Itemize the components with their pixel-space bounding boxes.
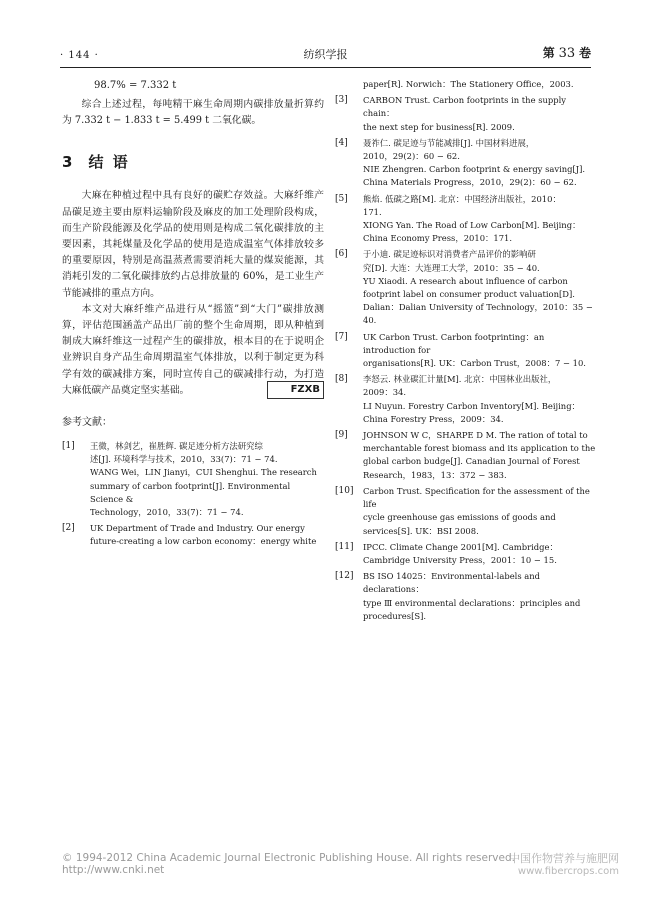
journal-name: 纺织学报 xyxy=(303,48,348,61)
reference-line: UK Department of Trade and Industry. Our energy xyxy=(90,523,305,534)
left-column xyxy=(62,78,324,552)
reference-item xyxy=(335,429,597,482)
reference-number: [4] xyxy=(335,137,348,148)
reference-line: 于小迪. 碳足迹标识对消费者产品评价的影响研 xyxy=(363,249,536,260)
copyright-line: © 1994-2012 China Academic Journal Electronic Publishing House. All rights reserved. http://www.cnki.net xyxy=(62,852,515,876)
footer xyxy=(62,852,619,876)
reference-line: XIONG Yan. The Road of Low Carbon[M]. Beijing： xyxy=(363,220,581,231)
reference-line: footprint label on consumer product valuation[D]. xyxy=(363,289,575,300)
reference-line: procedures[S]. xyxy=(363,610,427,621)
reference-line: services[S]. UK：BSI 2008. xyxy=(363,525,479,536)
reference-item xyxy=(335,94,597,134)
reference-item xyxy=(335,331,597,371)
journal-stamp: FZXB xyxy=(267,381,324,399)
page-number: · 144 · xyxy=(60,50,99,61)
reference-item xyxy=(62,440,324,519)
reference-number: [3] xyxy=(335,95,348,106)
volume-number: 33 xyxy=(558,46,576,61)
reference-line: Technology，2010，33(7)：71 − 74. xyxy=(90,507,244,518)
reference-line: 聂祚仁. 碳足迹与节能减排[J]. 中国材料进展， xyxy=(363,137,535,148)
reference-line: organisations[R]. UK：Carbon Trust，2008：7 − 10. xyxy=(363,358,586,369)
reference-item xyxy=(335,78,597,91)
reference-line: 2010，29(2)：60 − 62. xyxy=(363,151,460,162)
reference-line: type Ⅲ environmental declarations：principles and xyxy=(363,597,581,608)
reference-line: 2009：34. xyxy=(363,387,407,398)
reference-item xyxy=(335,373,597,426)
reference-line: summary of carbon footprint[J]. Environmental Science & xyxy=(90,480,291,504)
watermark: 中国作物营养与施肥网 xyxy=(509,852,619,865)
conclusion-paragraph-1: 大麻在种植过程中具有良好的碳贮存效益。大麻纤维产品碳足迹主要由原料运输阶段及麻皮的加工处理阶段构成，而生产阶段能源及化学品的使用则是构成二氧化碳排放的主要因素，其耗煤量及化学品的使用是造成温室气体排放较多的重要原因，特别是高温蒸煮需要消耗大量的煤炭能源，其消耗引发的二氧化碳排放约占总排放量的 60%，是工业生产节能减排的重点方向。 xyxy=(62,190,324,299)
reference-line: cycle greenhouse gas emissions of goods and xyxy=(363,512,556,523)
reference-number: [11] xyxy=(335,541,354,552)
section-heading xyxy=(62,151,324,172)
right-column xyxy=(335,78,597,626)
reference-line: Research，1983，13：372 − 383. xyxy=(363,469,507,480)
references-left xyxy=(62,440,324,549)
reference-number: [5] xyxy=(335,193,348,204)
formula-line: 98.7% = 7.332 t xyxy=(94,80,177,91)
reference-line: 王微，林剑艺，崔胜辉. 碳足迹分析方法研究综 xyxy=(90,441,263,452)
watermark-url: www.fibercrops.com xyxy=(517,866,619,877)
reference-line: global carbon budge[J]. Canadian Journal of Forest xyxy=(363,456,580,467)
reference-line: China Materials Progress，2010，29(2)：60 − 62. xyxy=(363,177,577,188)
reference-item xyxy=(335,137,597,190)
reference-line: BS ISO 14025：Environmental-labels and declarations： xyxy=(363,571,541,595)
reference-line: 李怒云. 林业碳汇计量[M]. 北京：中国林业出版社， xyxy=(363,374,557,385)
volume-suffix: 卷 xyxy=(578,46,591,60)
section-title: 结 语 xyxy=(88,153,130,172)
reference-number: [2] xyxy=(62,523,75,534)
reference-line: 述[J]. 环境科学与技术，2010，33(7)：71 − 74. xyxy=(90,454,278,465)
reference-item xyxy=(335,541,597,567)
reference-line: LI Nuyun. Forestry Carbon Inventory[M]. Beijing： xyxy=(363,400,580,411)
reference-number: [1] xyxy=(62,441,75,452)
reference-line: future-creating a low carbon economy：energy white xyxy=(90,536,317,547)
conclusion-paragraph-2 xyxy=(62,302,324,399)
reference-number: [8] xyxy=(335,374,348,385)
summary-paragraph: 综合上述过程，每吨精干麻生命周期内碳排放量折算约为 7.332 t − 1.833 t = 5.499 t 二氧化碳。 xyxy=(62,99,324,127)
reference-item xyxy=(335,485,597,538)
reference-line: YU Xiaodi. A research about influence of carbon xyxy=(363,275,568,286)
reference-number: [6] xyxy=(335,249,348,260)
references-right xyxy=(335,78,597,623)
reference-line: China Forestry Press，2009：34. xyxy=(363,413,504,424)
reference-number: [9] xyxy=(335,430,348,441)
reference-line: 究[D]. 大连：大连理工大学，2010：35 − 40. xyxy=(363,262,540,273)
volume-prefix: 第 xyxy=(542,46,555,60)
reference-line: 171. xyxy=(363,206,382,217)
running-header xyxy=(60,44,591,66)
conclusion-paragraph-2-text: 本文对大麻纤维产品进行从“摇篮”到“大门”碳排放测算，评估范围涵盖产品出厂前的整个生命周期，即从种植到制成大麻纤维这一过程产生的碳排放，根本目的在于说明企业辨识自身产品生命周期温室气体排放，以利于制定更为科学有效的碳减排方案，同时宣传自己的碳减排行动，为打造大麻低碳产品奠定坚实基础。 xyxy=(62,303,324,396)
reference-line: Cambridge University Press，2001：10 − 15. xyxy=(363,554,557,565)
reference-line: JOHNSON W C，SHARPE D M. The ration of total to xyxy=(363,430,588,441)
reference-number: [10] xyxy=(335,485,354,496)
reference-number: [12] xyxy=(335,571,354,582)
reference-line: IPCC. Climate Change 2001[M]. Cambridge： xyxy=(363,541,558,552)
volume-label xyxy=(543,44,591,61)
reference-line: Dalian：Dalian University of Technology，2010：35 − 40. xyxy=(363,302,593,326)
section-number: 3 xyxy=(62,153,75,172)
reference-line: CARBON Trust. Carbon footprints in the supply chain： xyxy=(363,95,567,119)
reference-line: NIE Zhengren. Carbon footprint & energy saving[J]. xyxy=(363,164,586,175)
reference-item xyxy=(335,193,597,246)
reference-line: WANG Wei，LIN Jianyi，CUI Shenghui. The research xyxy=(90,467,317,478)
reference-line: 熊焰. 低碳之路[M]. 北京：中国经济出版社，2010： xyxy=(363,193,561,204)
reference-line: merchantable forest biomass and its application to the xyxy=(363,443,596,454)
header-rule xyxy=(60,67,591,68)
reference-item xyxy=(335,570,597,623)
reference-line: China Economy Press，2010：171. xyxy=(363,233,513,244)
reference-line: paper[R]. Norwich：The Stationery Office，2003. xyxy=(363,79,574,89)
reference-number: [7] xyxy=(335,331,348,342)
reference-line: the next step for business[R]. 2009. xyxy=(363,121,515,132)
reference-item xyxy=(335,248,597,327)
reference-line: UK Carbon Trust. Carbon footprinting：an introduction for xyxy=(363,331,545,355)
reference-line: Carbon Trust. Specification for the assessment of the life xyxy=(363,485,590,510)
reference-item xyxy=(62,522,324,548)
references-title: 参考文献： xyxy=(62,417,112,429)
